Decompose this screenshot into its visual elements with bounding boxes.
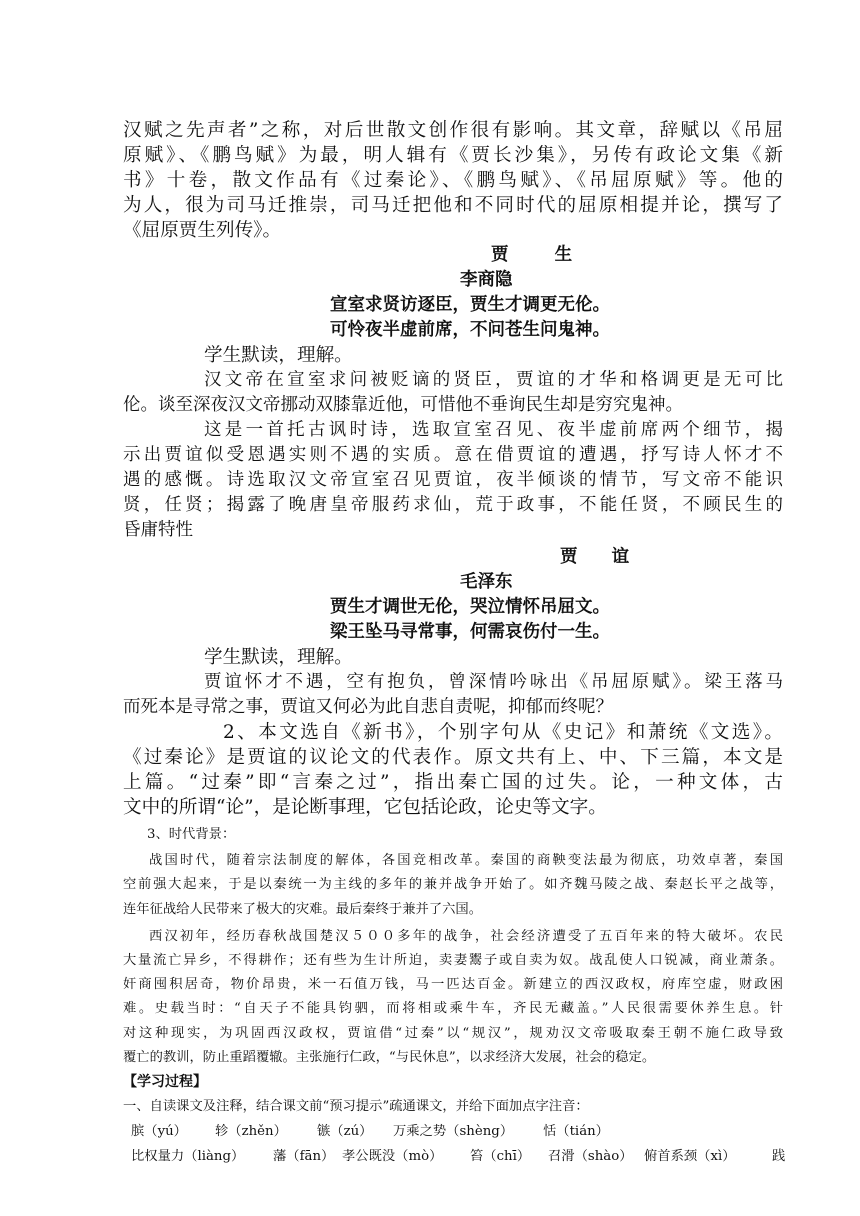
pronunciation-item: 召滑（shào） — [548, 1149, 633, 1165]
text-line: 大量流亡异乡，不得耕作；还有些为生计所迫，卖妻鬻子或自卖为奴。战乱使人口锐减，商业萧条。 — [123, 953, 783, 969]
pronunciation-item: 笞（chī） — [470, 1149, 531, 1165]
poem-verse: 宣室求贤访逐臣，贾生才调更无伦。 — [330, 295, 610, 315]
pronunciation-row — [123, 1119, 783, 1144]
poem-explanation — [123, 670, 783, 720]
text-line: 这是一首托古讽时诗，选取宣室召见、夜半虚前席两个细节，揭 — [204, 420, 783, 440]
poem-author: 李商隐 — [460, 270, 513, 290]
pronunciation-item: 膑（yú） — [131, 1124, 187, 1140]
pronunciation-item: 轸（zhěn） — [215, 1124, 287, 1140]
poem-verse: 可怜夜半虚前席，不问苍生问鬼神。 — [330, 320, 610, 340]
text-line: 覆亡的教训，防止重蹈覆辙。主张施行仁政，“与民休息”，以求经济大发展，社会的稳定。 — [123, 1049, 656, 1065]
poem-verse: 梁王坠马寻常事，何需哀伤付一生。 — [330, 622, 610, 642]
text-line: 汉文帝在宣室求问被贬谪的贤臣，贾谊的才华和格调更是无可比 — [204, 370, 783, 390]
poem-title: 贾 谊 — [560, 547, 630, 567]
text-line: 《屈原贾生列传》。 — [123, 220, 282, 241]
pronunciation-item: 孝公既没（mò） — [342, 1149, 443, 1165]
pronunciation-item: 比权量力（liàng） — [131, 1149, 245, 1165]
pronunciation-item: 万乘之势（shèng） — [393, 1124, 514, 1140]
section-heading: 【学习过程】 — [123, 1074, 207, 1091]
text-line: 汉赋之先声者”之称，对后世散文创作很有影响。其文章，辞赋以《吊屈 — [123, 120, 783, 141]
text-line: 书》十卷，散文作品有《过秦论》、《鹏鸟赋》、《吊屈原赋》等。他的 — [123, 170, 783, 191]
text-line: 学生默读，理解。 — [204, 345, 353, 366]
background-paragraph — [123, 849, 783, 922]
text-line: 西汉初年，经历春秋战国楚汉５００多年的战争，社会经济遭受了五百年来的特大破坏。农民 — [149, 928, 783, 944]
background-paragraph — [123, 925, 783, 1070]
text-line: 文中的所谓“论”，是论断事理，它包括论政，论史等文字。 — [123, 797, 607, 818]
poem-author: 毛泽东 — [460, 572, 513, 592]
pronunciation-item: 藩（fān） — [273, 1149, 335, 1165]
pronunciation-item: 践 — [772, 1149, 786, 1165]
text-line: 而死本是寻常之事，贾谊又何必为此自悲自责呢，抑郁而终呢？ — [123, 697, 613, 717]
text-line: 连年征战给人民带来了极大的灾难。最后秦终于兼并了六国。 — [123, 901, 483, 917]
text-line: 示出贾谊似受恩遇实则不遇的实质。意在借贾谊的遭遇，抒写诗人怀才不 — [123, 445, 783, 465]
text-line: 战国时代，随着宗法制度的解体，各国竞相改革。秦国的商鞅变法最为彻底，功效卓著，秦国 — [149, 853, 783, 869]
text-line: 奸商囤积居奇，物价昂贵，米一石值万钱，马一匹达百金。新建立的西汉政权，府库空虚，财政困 — [123, 977, 783, 993]
poem-analysis — [123, 418, 783, 543]
pronunciation-item: 恬（tián） — [543, 1124, 609, 1140]
poem-title: 贾 生 — [491, 245, 573, 265]
text-line: 为人，很为司马迁推崇，司马迁把他和不同时代的屈原相提并论，撰写了 — [123, 195, 783, 216]
pronunciation-item: 镞（zú） — [317, 1124, 373, 1140]
poem-verse: 贾生才调世无伦，哭泣情怀吊屈文。 — [330, 597, 610, 617]
text-line: 遇的感慨。诗选取汉文帝宣室召见贾谊，夜半倾谈的情节，写文帝不能识 — [123, 470, 783, 490]
read-instruction — [123, 343, 783, 368]
read-instruction — [123, 645, 783, 670]
text-line: 2、本文选自《新书》，个别字句从《史记》和萧统《文选》。 — [223, 722, 783, 743]
pronunciation-item: 俯首系颈（xì） — [644, 1149, 736, 1165]
text-line: 空前强大起来，于是以秦统一为主线的多年的兼并战争开始了。如齐魏马陵之战、秦赵长平之战等， — [123, 877, 783, 893]
intro-paragraph — [123, 118, 783, 243]
pronunciation-row — [123, 1144, 786, 1169]
task-instruction: 一、自读课文及注释，结合课文前“预习提示”疏通课文，并给下面加点字注音： — [123, 1099, 589, 1115]
background-heading — [123, 823, 783, 847]
text-line: 《过秦论》是贾谊的议论文的代表作。原文共有上、中、下三篇，本文是 — [123, 747, 783, 768]
text-line: 学生默读，理解。 — [204, 647, 353, 668]
text-line: 对这种现实，为巩固西汉政权，贾谊借“过秦”以“规汉”，规劝汉文帝吸取秦王朝不施仁政导致 — [123, 1025, 783, 1041]
poem-explanation — [123, 368, 783, 418]
text-line: 上篇。“过秦”即“言秦之过”，指出秦亡国的过失。论，一种文体，古 — [123, 772, 783, 793]
text-line: 贤，任贤；揭露了晚唐皇帝服药求仙，荒于政事，不能任贤，不顾民生的 — [123, 495, 783, 515]
document-page — [123, 118, 786, 1169]
text-line: 难。史载当时：“自天子不能具钧驷，而将相或乘牛车，齐民无藏盖。”人民很需要休养生息。针 — [123, 1001, 783, 1017]
text-line: 原赋》、《鹏鸟赋》为最，明人辑有《贾长沙集》，另传有政论文集《新 — [123, 145, 783, 166]
text-line: 昏庸特性 — [123, 520, 193, 540]
text-line: 贾谊怀才不遇，空有抱负，曾深情吟咏出《吊屈原赋》。梁王落马 — [204, 672, 783, 692]
text-line: 伦。谈至深夜汉文帝挪动双膝靠近他，可惜他不垂询民生却是穷究鬼神。 — [123, 395, 683, 415]
text-line: 3、时代背景： — [147, 827, 236, 842]
source-paragraph — [123, 720, 783, 820]
